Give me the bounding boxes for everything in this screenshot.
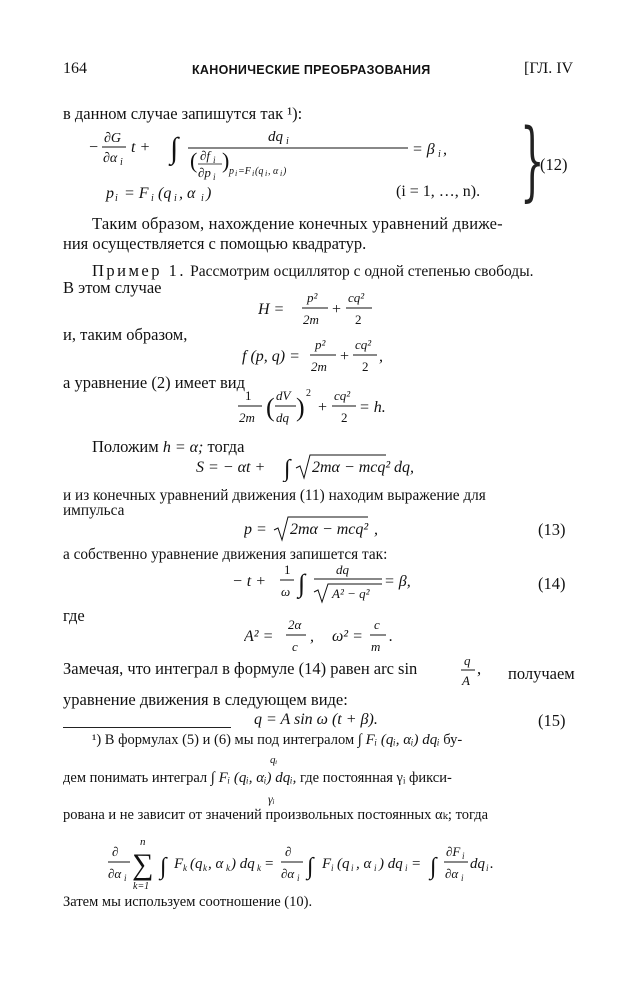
svg-text:.: . (389, 628, 393, 645)
svg-text:i: i (213, 155, 216, 165)
svg-text:=: = (265, 856, 274, 872)
svg-text:, α: , α (268, 166, 279, 177)
paragraph-1-line-1: Таким образом, нахождение конечных уравнений движе- (92, 214, 503, 233)
noting-line-2: уравнение движения в следующем виде: (63, 690, 348, 709)
equation-hamilton-jacobi (238, 386, 402, 437)
svg-text:i: i (461, 873, 464, 883)
svg-text:cq²: cq² (348, 290, 365, 305)
noting-line-1-graphic (63, 654, 493, 688)
footnote-equation-graphic (108, 834, 538, 892)
svg-text:ω: ω (281, 584, 291, 599)
svg-text:∂α: ∂α (103, 151, 118, 166)
svg-text:A: A (462, 673, 470, 688)
svg-text:2m: 2m (303, 312, 319, 327)
svg-text:∂p: ∂p (198, 165, 211, 180)
example-line-2: В этом случае (63, 278, 162, 297)
svg-text:∫: ∫ (284, 456, 291, 482)
svg-text:2: 2 (341, 410, 348, 425)
svg-text:m: m (371, 639, 381, 654)
svg-text:∂F: ∂F (446, 844, 461, 859)
svg-text:,: , (443, 141, 447, 158)
svg-text:) dq: ) dq (379, 856, 403, 872)
svg-text:,: , (477, 659, 482, 678)
svg-text:i: i (374, 863, 377, 873)
svg-text:p =: p = (244, 521, 267, 538)
svg-text:Замечая, что интеграл в формул: Замечая, что интеграл в формуле (14) равен arc sin (63, 659, 418, 678)
svg-text:(q: (q (337, 856, 350, 872)
svg-text:): ) (283, 166, 287, 177)
svg-text:=: = (412, 856, 421, 872)
paragraph-1-line-2: ния осуществляется с помощью квадратур. (63, 234, 367, 253)
svg-text:= β: = β (412, 141, 435, 158)
footnote-line-3: рована и не зависит от значений произвольных постоянных αₖ; тогда (63, 807, 489, 823)
svg-text:∫: ∫ (298, 569, 306, 598)
page-number: 164 (63, 60, 87, 77)
svg-text:(q: (q (158, 185, 172, 202)
svg-text:dq: dq (336, 562, 349, 577)
svg-text:): ) (222, 148, 230, 173)
footnote-equation (108, 834, 542, 897)
svg-text:∂: ∂ (112, 844, 119, 859)
svg-text:, α: , α (208, 856, 224, 872)
svg-text:∂α: ∂α (445, 866, 459, 881)
svg-text:i: i (462, 851, 465, 861)
svg-text:k: k (183, 863, 187, 873)
svg-text:2: 2 (355, 312, 362, 327)
svg-text:i: i (252, 169, 255, 178)
svg-text:∂: ∂ (285, 844, 292, 859)
svg-text:p²: p² (307, 290, 318, 305)
svg-text:t +: t + (131, 139, 151, 156)
svg-text:,: , (374, 521, 378, 538)
svg-text:.: . (490, 856, 494, 872)
footnote-line-2-b: где постоянная γᵢ фикси- (300, 770, 452, 786)
running-title: КАНОНИЧЕСКИЕ ПРЕОБРАЗОВАНИЯ (192, 63, 431, 77)
svg-text:n: n (140, 836, 146, 848)
footnote-upper-limit: qᵢ (270, 754, 278, 766)
svg-text:+: + (318, 399, 328, 416)
chapter-label: [ГЛ. IV (524, 60, 574, 77)
svg-text:1: 1 (284, 562, 291, 577)
footnote-line-2-a: дем понимать интеграл (63, 770, 208, 786)
svg-text:) dq: ) dq (231, 856, 255, 872)
svg-text:∫: ∫ (307, 854, 314, 880)
svg-text:,: , (379, 348, 383, 365)
svg-text:2α: 2α (288, 617, 302, 632)
svg-text:∫: ∫ (430, 854, 437, 880)
svg-text:cq²: cq² (355, 337, 372, 352)
svg-text:F: F (174, 856, 184, 872)
equation-action-graphic (196, 452, 446, 482)
equation-14-number: (14) (538, 574, 566, 593)
example-line-1: Рассмотрим осциллятор с одной степенью свободы. (190, 263, 534, 280)
svg-text:+: + (340, 348, 350, 365)
equation-f (242, 335, 396, 382)
svg-text:S = − αt +: S = − αt + (196, 459, 266, 476)
noting-line-1-b: получаем (508, 664, 575, 683)
example-heading: Пример 1. (92, 261, 187, 280)
svg-text:(q: (q (190, 856, 203, 872)
svg-text:, α: , α (356, 856, 372, 872)
equation-f-graphic (242, 335, 392, 377)
equation-hamilton-jacobi-graphic (238, 386, 398, 432)
svg-text:∫: ∫ (170, 132, 179, 165)
where-word: где (63, 606, 85, 625)
svg-text:i: i (174, 193, 177, 204)
svg-text:(q: (q (255, 166, 264, 177)
put-line-text: Положим (92, 437, 159, 456)
svg-text:, α: , α (179, 185, 196, 202)
footnote-line-1-a: ¹) В формулах (5) и (6) мы под интегралом (92, 732, 355, 748)
svg-text:=F: =F (238, 166, 251, 177)
svg-text:i: i (331, 863, 334, 873)
svg-text:2: 2 (306, 388, 311, 399)
equation-hamiltonian (258, 288, 392, 335)
svg-text:ω² =: ω² = (332, 628, 363, 645)
svg-text:2mα − mcq²: 2mα − mcq² (312, 459, 391, 476)
equation-13-number: (13) (538, 520, 566, 539)
svg-text:i: i (151, 193, 154, 204)
svg-text:i: i (297, 873, 300, 883)
svg-text:A² =: A² = (244, 628, 274, 645)
momentum-line-1: и из конечных уравнений движения (11) находим выражение для (63, 487, 486, 504)
equation-14 (232, 560, 436, 611)
svg-text:): ) (296, 393, 305, 422)
equation-13-graphic (244, 513, 404, 543)
equation-action (196, 452, 450, 487)
svg-text:): ) (206, 185, 212, 202)
equation-hamiltonian-graphic (258, 288, 388, 330)
svg-text:= β,: = β, (384, 573, 411, 590)
svg-text:f (p, q) =: f (p, q) = (242, 348, 300, 365)
thus-line: и, таким образом, (63, 325, 188, 344)
svg-text:2m: 2m (239, 410, 255, 425)
svg-text:2mα − mcq²: 2mα − mcq² (290, 521, 369, 538)
svg-text:∂f: ∂f (200, 148, 211, 163)
svg-text:+: + (332, 301, 342, 318)
svg-text:i: i (351, 863, 354, 873)
equation-12-range: (i = 1, …, n). (396, 183, 481, 200)
svg-text:i: i (115, 193, 118, 204)
equation-12-number: (12) (540, 155, 568, 174)
footnote-line-2-math: ∫ Fᵢ (qᵢ, αᵢ) dqᵢ, (210, 770, 297, 786)
svg-text:p: p (229, 166, 234, 177)
svg-text:i: i (235, 169, 238, 178)
footnote-rule (63, 727, 231, 728)
svg-text:i: i (120, 157, 123, 168)
svg-text:(: ( (266, 393, 275, 422)
svg-text:−: − (88, 139, 99, 156)
svg-text:∫: ∫ (160, 854, 167, 880)
equation-15: q = A sin ω (t + β). (254, 711, 378, 728)
svg-text:k: k (257, 863, 261, 873)
svg-text:c: c (374, 617, 380, 632)
svg-text:2m: 2m (311, 359, 327, 374)
svg-text:∂α: ∂α (108, 866, 122, 881)
footnote-last-line: Затем мы используем соотношение (10). (63, 894, 313, 910)
svg-text:dV: dV (276, 388, 291, 403)
svg-text:p: p (106, 185, 114, 202)
svg-text:= F: = F (124, 185, 149, 202)
svg-text:cq²: cq² (334, 388, 351, 403)
svg-text:p²: p² (315, 337, 326, 352)
svg-text:i: i (280, 169, 283, 178)
svg-text:A² − q²: A² − q² (332, 586, 370, 601)
svg-text:H =: H = (258, 301, 285, 318)
motion-line: а собственно уравнение движения запишется так: (63, 546, 388, 563)
svg-text:i: i (265, 169, 268, 178)
right-brace: } (520, 111, 545, 211)
footnote-line-1-b: бу- (443, 732, 463, 748)
footnote-lower-limit: γᵢ (268, 792, 275, 806)
put-line-math: h = α; (162, 439, 204, 456)
equation-amplitude-frequency-graphic (244, 615, 424, 657)
svg-text:dq,: dq, (394, 459, 414, 476)
svg-text:dq: dq (268, 129, 283, 145)
svg-text:i: i (405, 863, 408, 873)
svg-text:F: F (322, 856, 332, 872)
intro-line: в данном случае запишутся так ¹): (63, 104, 303, 123)
svg-text:q: q (464, 654, 471, 668)
footnote-line-1-math: ∫ Fᵢ (qᵢ, αᵢ) dqᵢ (357, 732, 440, 748)
momentum-line-2: импульса (63, 502, 125, 519)
svg-text:i: i (201, 193, 204, 204)
equation-14-graphic (232, 560, 432, 606)
put-line-then: тогда (207, 437, 245, 456)
svg-text:i: i (486, 863, 489, 873)
svg-text:∑: ∑ (132, 848, 154, 881)
svg-text:= h.: = h. (359, 399, 386, 416)
svg-text:dq: dq (276, 410, 289, 425)
equation-13 (244, 513, 408, 548)
svg-text:c: c (292, 639, 298, 654)
svg-text:− t +: − t + (232, 573, 267, 590)
svg-text:1: 1 (245, 388, 252, 403)
svg-text:k=1: k=1 (133, 881, 150, 892)
svg-text:i: i (286, 136, 289, 147)
svg-text:∂α: ∂α (281, 866, 295, 881)
svg-text:(: ( (190, 148, 198, 173)
svg-text:,: , (310, 628, 314, 645)
equation-2-line: а уравнение (2) имеет вид (63, 373, 245, 392)
svg-text:i: i (213, 172, 216, 182)
svg-text:2: 2 (362, 359, 369, 374)
svg-text:dq: dq (470, 856, 485, 872)
svg-text:∂G: ∂G (104, 131, 122, 146)
svg-text:i: i (438, 149, 441, 160)
svg-text:k: k (203, 863, 207, 873)
svg-text:k: k (226, 863, 230, 873)
svg-text:i: i (124, 873, 127, 883)
equation-15-number: (15) (538, 711, 566, 730)
